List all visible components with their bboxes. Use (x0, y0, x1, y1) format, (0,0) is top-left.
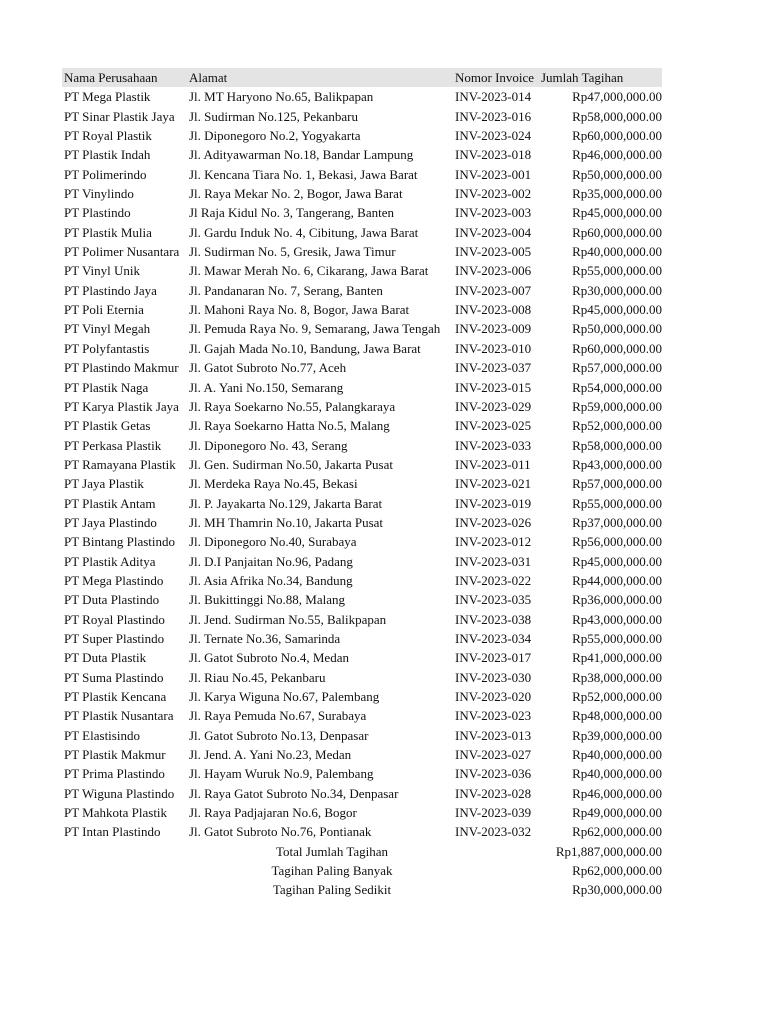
company-cell: PT Perkasa Plastik (64, 437, 162, 453)
invoice-number-cell: INV-2023-037 (455, 360, 532, 376)
company-cell: PT Royal Plastindo (64, 611, 165, 627)
address-cell: Jl. Merdeka Raya No.45, Bekasi (189, 476, 358, 492)
invoice-number-cell: INV-2023-011 (455, 456, 531, 472)
invoice-number-cell: INV-2023-030 (455, 669, 532, 685)
company-cell: PT Jaya Plastindo (64, 514, 157, 530)
table-row (62, 784, 662, 803)
table-row (62, 203, 662, 222)
amount-cell: Rp50,000,000.00 (572, 321, 662, 337)
amount-cell: Rp57,000,000.00 (572, 476, 662, 492)
table-row (62, 803, 662, 822)
amount-cell: Rp58,000,000.00 (572, 108, 662, 124)
company-cell: PT Mega Plastindo (64, 572, 164, 588)
invoice-number-cell: INV-2023-015 (455, 379, 532, 395)
company-cell: PT Sinar Plastik Jaya (64, 108, 175, 124)
amount-cell: Rp30,000,000.00 (572, 282, 662, 298)
invoice-number-cell: INV-2023-022 (455, 572, 532, 588)
address-cell: Jl. Gardu Induk No. 4, Cibitung, Jawa Barat (189, 224, 419, 240)
table-row (62, 455, 662, 474)
table-row (62, 590, 662, 609)
address-cell: Jl. Asia Afrika No.34, Bandung (189, 572, 353, 588)
summary-label: Total Jumlah Tagihan (275, 843, 389, 859)
company-cell: PT Plastik Nusantara (64, 708, 174, 724)
amount-cell: Rp55,000,000.00 (572, 630, 662, 646)
amount-cell: Rp40,000,000.00 (572, 244, 662, 260)
address-cell: Jl. Karya Wiguna No.67, Palembang (189, 689, 380, 704)
table-row (62, 87, 662, 106)
amount-cell: Rp60,000,000.00 (572, 128, 662, 144)
amount-cell: Rp58,000,000.00 (572, 437, 662, 453)
amount-cell: Rp44,000,000.00 (572, 572, 662, 588)
summary-label: Tagihan Paling Sedikit (272, 882, 392, 898)
company-cell: PT Intan Plastindo (64, 824, 161, 840)
address-cell: Jl. Gen. Sudirman No.50, Jakarta Pusat (189, 456, 394, 472)
amount-cell: Rp39,000,000.00 (572, 727, 662, 743)
summary-row (62, 880, 662, 899)
table-row (62, 513, 662, 532)
invoice-spreadsheet (62, 68, 662, 900)
company-cell: PT Plastik Getas (64, 418, 151, 434)
invoice-number-cell: INV-2023-038 (455, 611, 532, 627)
amount-cell: Rp49,000,000.00 (572, 805, 662, 821)
company-cell: PT Polimer Nusantara (64, 244, 180, 260)
company-cell: PT Prima Plastindo (64, 766, 165, 782)
address-cell: Jl. Raya Padjajaran No.6, Bogor (189, 805, 357, 821)
company-cell: PT Duta Plastindo (64, 592, 160, 608)
table-row (62, 822, 662, 841)
address-cell: Jl. P. Jayakarta No.129, Jakarta Barat (189, 495, 383, 511)
address-cell: Jl. Pandanaran No. 7, Serang, Banten (189, 282, 383, 298)
amount-cell: Rp40,000,000.00 (572, 747, 662, 763)
table-row (62, 687, 662, 706)
invoice-number-cell: INV-2023-003 (455, 205, 532, 221)
company-cell: PT Plastik Mulia (64, 224, 152, 240)
company-cell: PT Jaya Plastik (64, 476, 144, 492)
table-row (62, 165, 662, 184)
invoice-number-cell: INV-2023-032 (455, 824, 532, 840)
company-cell: PT Vinyl Megah (64, 321, 151, 337)
invoice-number-cell: INV-2023-018 (455, 147, 532, 163)
amount-cell: Rp37,000,000.00 (572, 514, 662, 530)
invoice-number-cell: INV-2023-028 (455, 785, 532, 801)
address-cell: Jl. Diponegoro No.2, Yogyakarta (189, 128, 361, 144)
invoice-number-cell: INV-2023-019 (455, 495, 532, 511)
invoice-number-cell: INV-2023-012 (455, 534, 532, 550)
summary-value: Rp30,000,000.00 (572, 882, 662, 898)
address-cell: Jl. Raya Mekar No. 2, Bogor, Jawa Barat (189, 186, 403, 202)
table-row (62, 339, 662, 358)
summary-label: Tagihan Paling Banyak (271, 863, 393, 879)
invoice-number-cell: INV-2023-039 (455, 805, 532, 821)
company-cell: PT Polyfantastis (64, 340, 150, 356)
invoice-number-cell: INV-2023-002 (455, 186, 532, 202)
amount-cell: Rp46,000,000.00 (572, 785, 662, 801)
address-cell: Jl. MT Haryono No.65, Balikpapan (189, 89, 374, 105)
company-cell: PT Plastik Kencana (64, 689, 167, 704)
header-amount: Jumlah Tagihan (541, 70, 624, 85)
table-header-row (62, 68, 662, 87)
address-cell: Jl. A. Yani No.150, Semarang (189, 379, 344, 395)
company-cell: PT Plastindo (64, 205, 131, 221)
table-row (62, 300, 662, 319)
amount-cell: Rp54,000,000.00 (572, 379, 662, 395)
table-row (62, 184, 662, 203)
invoice-number-cell: INV-2023-025 (455, 418, 532, 434)
company-cell: PT Duta Plastik (64, 650, 147, 666)
invoice-number-cell: INV-2023-006 (455, 263, 532, 279)
address-cell: Jl. Gatot Subroto No.4, Medan (189, 650, 349, 666)
company-cell: PT Plastik Indah (64, 147, 151, 163)
table-row (62, 416, 662, 435)
table-row (62, 319, 662, 338)
amount-cell: Rp55,000,000.00 (572, 263, 662, 279)
header-address: Alamat (189, 70, 228, 85)
company-cell: PT Vinyl Unik (64, 263, 141, 279)
company-cell: PT Plastik Makmur (64, 747, 166, 763)
invoice-number-cell: INV-2023-023 (455, 708, 532, 724)
invoice-number-cell: INV-2023-016 (455, 108, 532, 124)
company-cell: PT Polimerindo (64, 166, 147, 182)
amount-cell: Rp52,000,000.00 (572, 418, 662, 434)
company-cell: PT Plastindo Jaya (64, 282, 157, 298)
amount-cell: Rp57,000,000.00 (572, 360, 662, 376)
invoice-number-cell: INV-2023-008 (455, 302, 532, 318)
table-row (62, 107, 662, 126)
summary-row (62, 842, 662, 861)
amount-cell: Rp38,000,000.00 (572, 669, 662, 685)
address-cell: Jl. Gatot Subroto No.76, Pontianak (189, 824, 372, 840)
table-row (62, 745, 662, 764)
address-cell: Jl. Mawar Merah No. 6, Cikarang, Jawa Barat (189, 263, 429, 279)
address-cell: Jl. Bukittinggi No.88, Malang (189, 592, 345, 608)
table-row (62, 242, 662, 261)
amount-cell: Rp35,000,000.00 (572, 186, 662, 202)
table-row (62, 726, 662, 745)
invoice-number-cell: INV-2023-004 (455, 224, 532, 240)
invoice-number-cell: INV-2023-017 (455, 650, 532, 666)
company-cell: PT Wiguna Plastindo (64, 785, 175, 801)
address-cell: Jl. Diponegoro No. 43, Serang (189, 437, 348, 453)
company-cell: PT Ramayana Plastik (64, 456, 176, 472)
address-cell: Jl. Raya Gatot Subroto No.34, Denpasar (189, 785, 399, 801)
address-cell: Jl. Hayam Wuruk No.9, Palembang (189, 766, 374, 782)
amount-cell: Rp43,000,000.00 (572, 456, 662, 472)
table-row (62, 764, 662, 783)
address-cell: Jl. Sudirman No.125, Pekanbaru (189, 108, 358, 124)
address-cell: Jl. Raya Soekarno No.55, Palangkaraya (189, 398, 396, 414)
address-cell: Jl. MH Thamrin No.10, Jakarta Pusat (189, 514, 384, 530)
amount-cell: Rp62,000,000.00 (572, 824, 662, 840)
header-invoice: Nomor Invoice (455, 70, 535, 85)
table-row (62, 397, 662, 416)
invoice-number-cell: INV-2023-035 (455, 592, 532, 608)
summary-value: Rp1,887,000,000.00 (555, 843, 662, 859)
amount-cell: Rp56,000,000.00 (572, 534, 662, 550)
amount-cell: Rp45,000,000.00 (572, 553, 662, 569)
address-cell: Jl. Gatot Subroto No.77, Aceh (189, 360, 347, 376)
amount-cell: Rp60,000,000.00 (572, 340, 662, 356)
invoice-number-cell: INV-2023-027 (455, 747, 532, 763)
amount-cell: Rp45,000,000.00 (572, 302, 662, 318)
amount-cell: Rp47,000,000.00 (572, 89, 662, 105)
table-row (62, 532, 662, 551)
table-row (62, 358, 662, 377)
amount-cell: Rp52,000,000.00 (572, 689, 662, 704)
table-row (62, 378, 662, 397)
summary-section (62, 842, 662, 900)
address-cell: Jl. Gajah Mada No.10, Bandung, Jawa Barat (189, 340, 421, 356)
address-cell: Jl. Diponegoro No.40, Surabaya (189, 534, 357, 550)
table-row (62, 145, 662, 164)
table-row (62, 474, 662, 493)
table-row (62, 552, 662, 571)
table-row (62, 261, 662, 280)
address-cell: Jl. Jend. A. Yani No.23, Medan (189, 747, 352, 763)
invoice-number-cell: INV-2023-001 (455, 166, 532, 182)
amount-cell: Rp48,000,000.00 (572, 708, 662, 724)
table-row (62, 436, 662, 455)
amount-cell: Rp40,000,000.00 (572, 766, 662, 782)
company-cell: PT Mahkota Plastik (64, 805, 168, 821)
company-cell: PT Poli Eternia (64, 302, 144, 318)
invoice-number-cell: INV-2023-026 (455, 514, 532, 530)
address-cell: Jl. Sudirman No. 5, Gresik, Jawa Timur (189, 244, 396, 260)
amount-cell: Rp45,000,000.00 (572, 205, 662, 221)
company-cell: PT Karya Plastik Jaya (64, 398, 179, 414)
address-cell: Jl Raja Kidul No. 3, Tangerang, Banten (189, 205, 395, 221)
invoice-number-cell: INV-2023-005 (455, 244, 532, 260)
address-cell: Jl. Jend. Sudirman No.55, Balikpapan (189, 611, 387, 627)
address-cell: Jl. Adityawarman No.18, Bandar Lampung (189, 147, 414, 163)
address-cell: Jl. Ternate No.36, Samarinda (189, 630, 341, 646)
amount-cell: Rp55,000,000.00 (572, 495, 662, 511)
table-row (62, 668, 662, 687)
invoice-number-cell: INV-2023-007 (455, 282, 532, 298)
table-body (62, 87, 662, 841)
company-cell: PT Vinylindo (64, 186, 134, 202)
address-cell: Jl. Raya Pemuda No.67, Surabaya (189, 708, 367, 724)
address-cell: Jl. Gatot Subroto No.13, Denpasar (189, 727, 369, 743)
invoice-number-cell: INV-2023-014 (455, 89, 532, 105)
invoice-number-cell: INV-2023-020 (455, 689, 532, 704)
company-cell: PT Plastik Antam (64, 495, 156, 511)
summary-row (62, 861, 662, 880)
table-row (62, 648, 662, 667)
company-cell: PT Suma Plastindo (64, 669, 164, 685)
amount-cell: Rp50,000,000.00 (572, 166, 662, 182)
company-cell: PT Plastindo Makmur (64, 360, 179, 376)
amount-cell: Rp46,000,000.00 (572, 147, 662, 163)
invoice-number-cell: INV-2023-029 (455, 398, 532, 414)
amount-cell: Rp60,000,000.00 (572, 224, 662, 240)
table-row (62, 629, 662, 648)
invoice-number-cell: INV-2023-024 (455, 128, 532, 144)
table-row (62, 571, 662, 590)
header-company: Nama Perusahaan (64, 70, 158, 85)
table-row (62, 494, 662, 513)
summary-value: Rp62,000,000.00 (572, 863, 662, 879)
company-cell: PT Super Plastindo (64, 630, 165, 646)
amount-cell: Rp59,000,000.00 (572, 398, 662, 414)
invoice-number-cell: INV-2023-033 (455, 437, 532, 453)
invoice-number-cell: INV-2023-034 (455, 630, 532, 646)
address-cell: Jl. Mahoni Raya No. 8, Bogor, Jawa Barat (189, 302, 410, 318)
company-cell: PT Plastik Naga (64, 379, 149, 395)
address-cell: Jl. Kencana Tiara No. 1, Bekasi, Jawa Barat (189, 166, 418, 182)
invoice-number-cell: INV-2023-013 (455, 727, 532, 743)
company-cell: PT Plastik Aditya (64, 553, 156, 569)
address-cell: Jl. Raya Soekarno Hatta No.5, Malang (189, 418, 390, 434)
table-row (62, 126, 662, 145)
invoice-number-cell: INV-2023-021 (455, 476, 532, 492)
invoice-number-cell: INV-2023-036 (455, 766, 532, 782)
amount-cell: Rp43,000,000.00 (572, 611, 662, 627)
address-cell: Jl. Riau No.45, Pekanbaru (189, 669, 326, 685)
company-cell: PT Elastisindo (64, 727, 140, 743)
amount-cell: Rp36,000,000.00 (572, 592, 662, 608)
amount-cell: Rp41,000,000.00 (572, 650, 662, 666)
address-cell: Jl. D.I Panjaitan No.96, Padang (189, 553, 353, 569)
address-cell: Jl. Pemuda Raya No. 9, Semarang, Jawa Tengah (189, 321, 441, 337)
table-row (62, 610, 662, 629)
invoice-number-cell: INV-2023-031 (455, 553, 532, 569)
table-row (62, 223, 662, 242)
company-cell: PT Royal Plastik (64, 128, 152, 144)
company-cell: PT Bintang Plastindo (64, 534, 175, 550)
table-row (62, 281, 662, 300)
invoice-number-cell: INV-2023-010 (455, 340, 532, 356)
invoice-number-cell: INV-2023-009 (455, 321, 532, 337)
table-row (62, 706, 662, 725)
company-cell: PT Mega Plastik (64, 89, 151, 105)
